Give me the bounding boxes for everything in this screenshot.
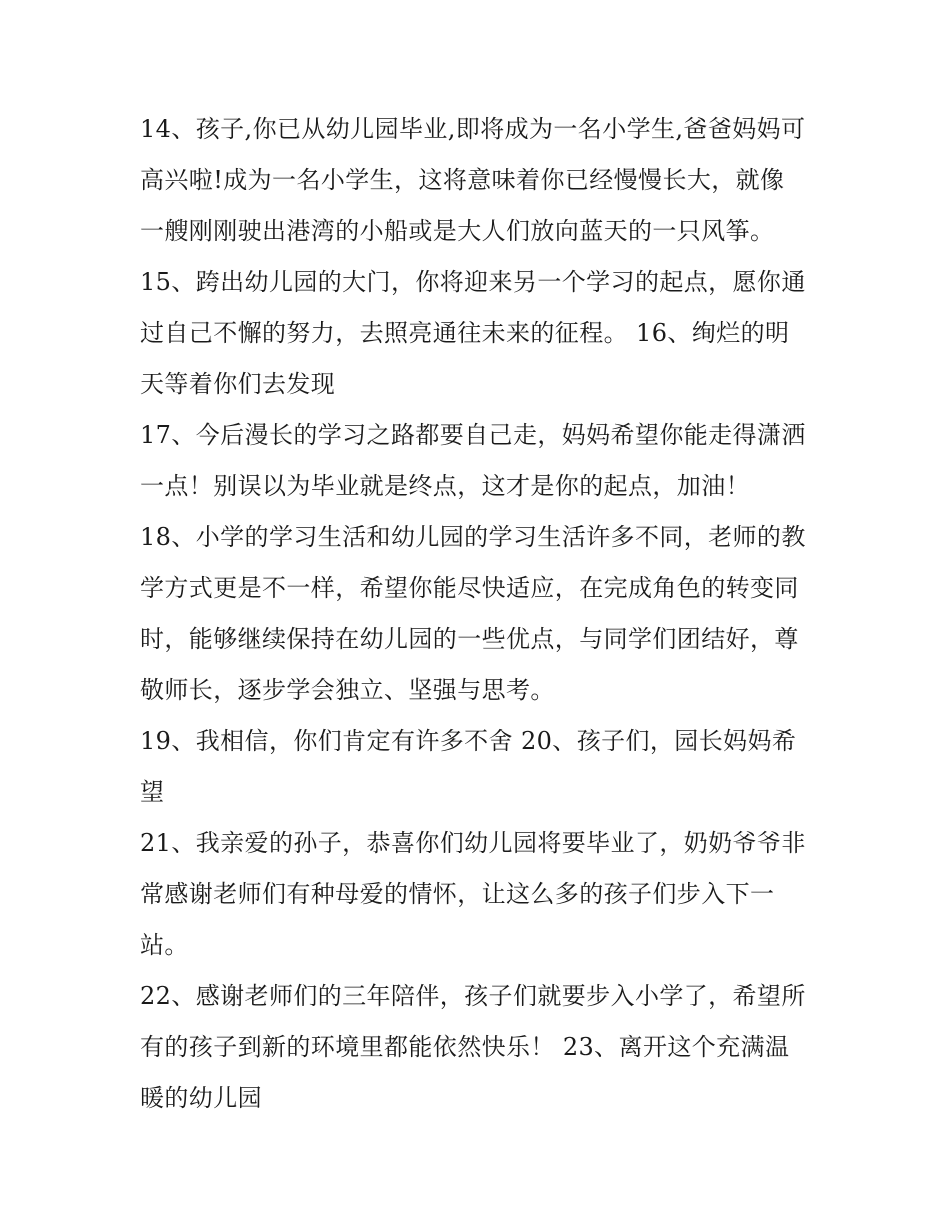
text-line: 有的孩子到新的环境里都能依然快乐！ 23、离开这个充满温 — [140, 1033, 790, 1061]
document-body — [140, 104, 820, 1124]
text-line: 22、感谢老师们的三年陪伴，孩子们就要步入小学了，希望所 — [140, 982, 806, 1010]
text-line: 一点！别误以为毕业就是终点，这才是你的起点，加油！ — [140, 472, 750, 500]
text-line: 望 — [140, 778, 165, 806]
text-line: 暖的幼儿园 — [140, 1084, 262, 1112]
text-line: 时，能够继续保持在幼儿园的一些优点，与同学们团结好，尊 — [140, 625, 799, 653]
paragraph-21 — [140, 818, 820, 971]
text-line: 21、我亲爱的孙子，恭喜你们幼儿园将要毕业了，奶奶爷爷非 — [140, 829, 806, 857]
text-line: 天等着你们去发现 — [140, 370, 336, 398]
text-line: 19、我相信，你们肯定有许多不舍 20、孩子们，园长妈妈希 — [140, 727, 797, 755]
paragraph-14 — [140, 104, 820, 257]
text-line: 过自己不懈的努力，去照亮通往未来的征程。 16、绚烂的明 — [140, 319, 790, 347]
text-line: 15、跨出幼儿园的大门，你将迎来另一个学习的起点，愿你通 — [140, 268, 806, 296]
paragraph-22-23 — [140, 971, 820, 1124]
text-line: 站。 — [140, 931, 189, 959]
paragraph-15-16 — [140, 257, 820, 410]
text-line: 高兴啦!成为一名小学生，这将意味着你已经慢慢长大，就像 — [140, 166, 785, 194]
text-line: 敬师长，逐步学会独立、坚强与思考。 — [140, 676, 555, 704]
paragraph-17 — [140, 410, 820, 512]
paragraph-19-20 — [140, 716, 820, 818]
text-line: 学方式更是不一样，希望你能尽快适应，在完成角色的转变同 — [140, 574, 799, 602]
text-line: 17、今后漫长的学习之路都要自己走，妈妈希望你能走得潇洒 — [140, 421, 806, 449]
text-line: 常感谢老师们有种母爱的情怀，让这么多的孩子们步入下一 — [140, 880, 775, 908]
text-line: 18、小学的学习生活和幼儿园的学习生活许多不同，老师的教 — [140, 523, 806, 551]
paragraph-18 — [140, 512, 820, 716]
text-line: 一艘刚刚驶出港湾的小船或是大人们放向蓝天的一只风筝。 — [140, 217, 775, 245]
text-line: 14、孩子,你已从幼儿园毕业,即将成为一名小学生,爸爸妈妈可 — [140, 115, 806, 143]
